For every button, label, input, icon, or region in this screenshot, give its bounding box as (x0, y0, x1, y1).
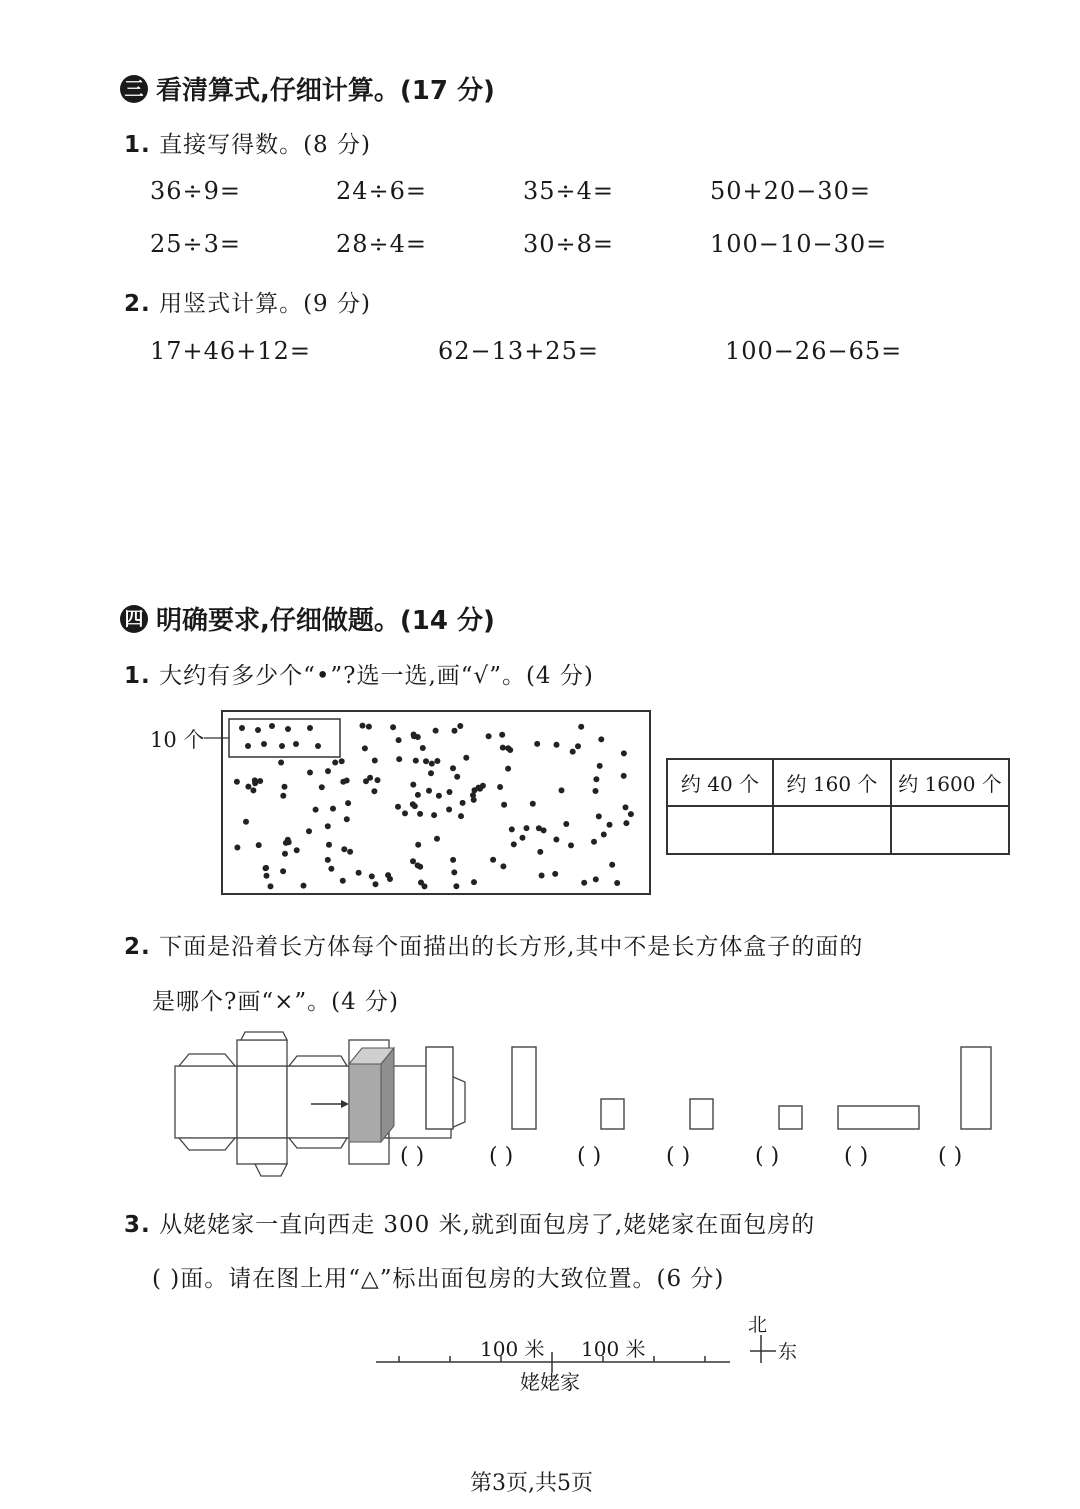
s4-question2 (124, 928, 863, 961)
oral-expr: 25÷3= (150, 230, 242, 258)
dot (250, 787, 256, 793)
dot (234, 779, 240, 785)
dot (458, 813, 464, 819)
dot (453, 883, 459, 889)
dot (601, 832, 607, 838)
dot (396, 756, 402, 762)
s4-q3-number: 3. (124, 1212, 151, 1238)
dot (282, 784, 288, 790)
dot (341, 846, 347, 852)
dot (264, 873, 270, 879)
face-rect-2 (512, 1047, 536, 1129)
dot (497, 784, 503, 790)
dot (431, 812, 437, 818)
dot (486, 733, 492, 739)
dot (500, 745, 506, 751)
dot (434, 758, 440, 764)
grandma-home-label: 姥姥家 (520, 1370, 580, 1394)
answer-paren-1[interactable]: ( ) (400, 1144, 425, 1169)
oral-expr: 50+20−30= (710, 177, 871, 205)
dot (243, 819, 249, 825)
dot (490, 857, 496, 863)
dot (511, 841, 517, 847)
scale-label-1: 100 米 (480, 1337, 545, 1361)
dot (301, 883, 307, 889)
dot (457, 723, 463, 729)
dot (415, 862, 421, 868)
s4-q1-number: 1. (124, 663, 151, 689)
dot (313, 807, 319, 813)
dot (410, 801, 416, 807)
s3-q1-number: 1. (124, 132, 151, 158)
s3-question2 (124, 285, 371, 318)
dot (280, 868, 286, 874)
dot (420, 745, 426, 751)
dot (315, 743, 321, 749)
dot (252, 777, 258, 783)
dot (575, 743, 581, 749)
dot (344, 778, 350, 784)
dot (428, 770, 434, 776)
dot (552, 871, 558, 877)
dot (285, 726, 291, 732)
answer-paren-6[interactable]: ( ) (844, 1144, 869, 1169)
face-rect-6 (838, 1106, 919, 1129)
s3-question1 (124, 126, 371, 159)
dot (385, 872, 391, 878)
dot (293, 741, 299, 747)
dot (360, 723, 366, 729)
answer-cell-40[interactable] (667, 806, 773, 854)
dot (410, 858, 416, 864)
dot (499, 732, 505, 738)
dot (480, 783, 486, 789)
dot (570, 749, 576, 755)
dot (366, 724, 372, 730)
box-faces-figure (165, 1030, 1045, 1180)
dot (325, 857, 331, 863)
face-rect-3 (601, 1099, 624, 1129)
oral-expr: 35÷4= (523, 177, 615, 205)
dot (471, 879, 477, 885)
dot (307, 725, 313, 731)
dot (623, 820, 629, 826)
dot (607, 822, 613, 828)
section4-badge: 四 (120, 605, 148, 633)
dot (447, 789, 453, 795)
dot (537, 849, 543, 855)
dot (539, 873, 545, 879)
dot (436, 793, 442, 799)
group-label: 10 个 (150, 728, 205, 752)
dot (330, 806, 336, 812)
section3-heading (120, 70, 495, 107)
dot (278, 760, 284, 766)
dot (450, 765, 456, 771)
dot (460, 800, 466, 806)
dot (559, 787, 565, 793)
oral-expr: 30÷8= (523, 230, 615, 258)
option-160: 约 160 个 (773, 759, 891, 806)
dot (509, 826, 515, 832)
dot (375, 777, 381, 783)
dot (280, 793, 286, 799)
dot (373, 881, 379, 887)
dot (623, 804, 629, 810)
dot (501, 802, 507, 808)
dot (256, 842, 262, 848)
dot (554, 742, 560, 748)
option-40: 约 40 个 (667, 759, 773, 806)
dot (452, 728, 458, 734)
answer-cell-160[interactable] (773, 806, 891, 854)
dot (390, 724, 396, 730)
dot (307, 770, 313, 776)
dot (339, 758, 345, 764)
s4-q3-line2 (152, 1260, 724, 1293)
dot (261, 741, 267, 747)
face-rect-1 (426, 1047, 453, 1129)
s3-q1-text: 直接写得数。(8 分) (159, 132, 371, 158)
dot-field-border (222, 711, 650, 894)
dot (433, 728, 439, 734)
dot (332, 760, 338, 766)
page-footer: 第3页,共5页 (470, 1471, 593, 1496)
dot (372, 758, 378, 764)
s4-q2-line2: 是哪个?画“×”。(4 分) (152, 989, 400, 1015)
dot (520, 835, 526, 841)
section4-title: 明确要求,仔细做题。(14 分) (156, 606, 495, 636)
option-1600: 约 1600 个 (891, 759, 1009, 806)
section3-title: 看清算式,仔细计算。(17 分) (156, 76, 495, 106)
estimate-options-table (666, 758, 1010, 855)
east-label: 东 (778, 1341, 798, 1363)
dot (434, 836, 440, 842)
s4-question1 (124, 657, 594, 690)
dot (505, 766, 511, 772)
dots-group (234, 723, 634, 890)
cuboid-front (349, 1064, 381, 1142)
dot (362, 745, 368, 751)
dot (598, 736, 604, 742)
dot (429, 761, 435, 767)
dot (269, 723, 275, 729)
dot (325, 823, 331, 829)
dot (536, 825, 542, 831)
dot (621, 750, 627, 756)
dot (415, 792, 421, 798)
dot (621, 773, 627, 779)
dot (628, 811, 634, 817)
dot (450, 857, 456, 863)
dot (593, 788, 599, 794)
dot (410, 782, 416, 788)
compass-cross (748, 1335, 778, 1365)
dot (553, 837, 559, 843)
dot (340, 878, 346, 884)
dot (239, 725, 245, 731)
dot (423, 758, 429, 764)
dot (369, 873, 375, 879)
dot (371, 788, 377, 794)
dot (234, 845, 240, 851)
dot (396, 737, 402, 743)
ten-dots-box (229, 719, 340, 757)
dot (402, 810, 408, 816)
face-rect-5 (779, 1106, 802, 1129)
dot (593, 776, 599, 782)
dot (347, 849, 353, 855)
dot (257, 778, 263, 784)
dot (325, 768, 331, 774)
dot (294, 847, 300, 853)
dot (326, 842, 332, 848)
vertical-expr: 62−13+25= (438, 337, 599, 365)
answer-cell-1600[interactable] (891, 806, 1009, 854)
oral-expr: 36÷9= (150, 177, 242, 205)
dot (268, 883, 274, 889)
dot (446, 807, 452, 813)
dot (319, 784, 325, 790)
answer-paren-4[interactable]: ( ) (666, 1144, 691, 1169)
dot (345, 800, 351, 806)
dot (563, 821, 569, 827)
s4-q2-line1: 下面是沿着长方体每个面描出的长方形,其中不是长方体盒子的面的 (159, 934, 864, 960)
oral-expr: 100−10−30= (710, 230, 888, 258)
dot (591, 839, 597, 845)
dot (568, 842, 574, 848)
dot (524, 825, 530, 831)
dot (454, 774, 460, 780)
dot (245, 743, 251, 749)
dot (593, 876, 599, 882)
dot (596, 813, 602, 819)
answer-paren-3[interactable]: ( ) (577, 1144, 602, 1169)
dot (417, 811, 423, 817)
vertical-expr: 100−26−65= (725, 337, 903, 365)
dot (471, 797, 477, 803)
dot (597, 763, 603, 769)
dot (282, 851, 288, 857)
dot (578, 724, 584, 730)
dot (614, 880, 620, 886)
dot (344, 816, 350, 822)
s4-q3-line2-text: 面。请在图上用“△”标出面包房的大致位置。(6 分) (180, 1266, 725, 1292)
dot (530, 801, 536, 807)
answer-paren-7[interactable]: ( ) (938, 1144, 963, 1169)
dot (279, 743, 285, 749)
dot (507, 747, 513, 753)
dot (356, 870, 362, 876)
dot (534, 741, 540, 747)
dot (263, 865, 269, 871)
dot (422, 883, 428, 889)
dot (463, 755, 469, 761)
north-label: 北 (748, 1314, 768, 1336)
s4-q1-text: 大约有多少个“•”?选一选,画“√”。(4 分) (159, 663, 594, 689)
answer-paren-5[interactable]: ( ) (755, 1144, 780, 1169)
dot (285, 837, 291, 843)
dot (306, 828, 312, 834)
s3-q2-number: 2. (124, 291, 151, 317)
dot-field (200, 708, 655, 898)
dot (581, 880, 587, 886)
s4-q2-number: 2. (124, 934, 151, 960)
answer-paren-2[interactable]: ( ) (489, 1144, 514, 1169)
dot (413, 758, 419, 764)
dot (245, 784, 251, 790)
dot (367, 775, 373, 781)
cuboid-side (381, 1048, 394, 1142)
dot (415, 842, 421, 848)
scale-label-2: 100 米 (581, 1337, 646, 1361)
dot (500, 863, 506, 869)
oral-expr: 24÷6= (336, 177, 428, 205)
s4-q3-line1: 从姥姥家一直向西走 300 米,就到面包房了,姥姥家在面包房的 (159, 1212, 816, 1238)
section4-heading (120, 600, 495, 637)
dot (426, 788, 432, 794)
dot (328, 866, 334, 872)
vertical-expr: 17+46+12= (150, 337, 311, 365)
section3-badge: 三 (120, 75, 148, 103)
dot (255, 727, 261, 733)
oral-expr: 28÷4= (336, 230, 428, 258)
dot (411, 733, 417, 739)
face-rect-7 (961, 1047, 991, 1129)
face-rect-4 (690, 1099, 713, 1129)
s4-question3 (124, 1206, 815, 1239)
dot (395, 804, 401, 810)
direction-answer-blank[interactable]: ( ) (152, 1266, 181, 1292)
s3-q2-text: 用竖式计算。(9 分) (159, 291, 371, 317)
dot (451, 869, 457, 875)
dot (609, 862, 615, 868)
